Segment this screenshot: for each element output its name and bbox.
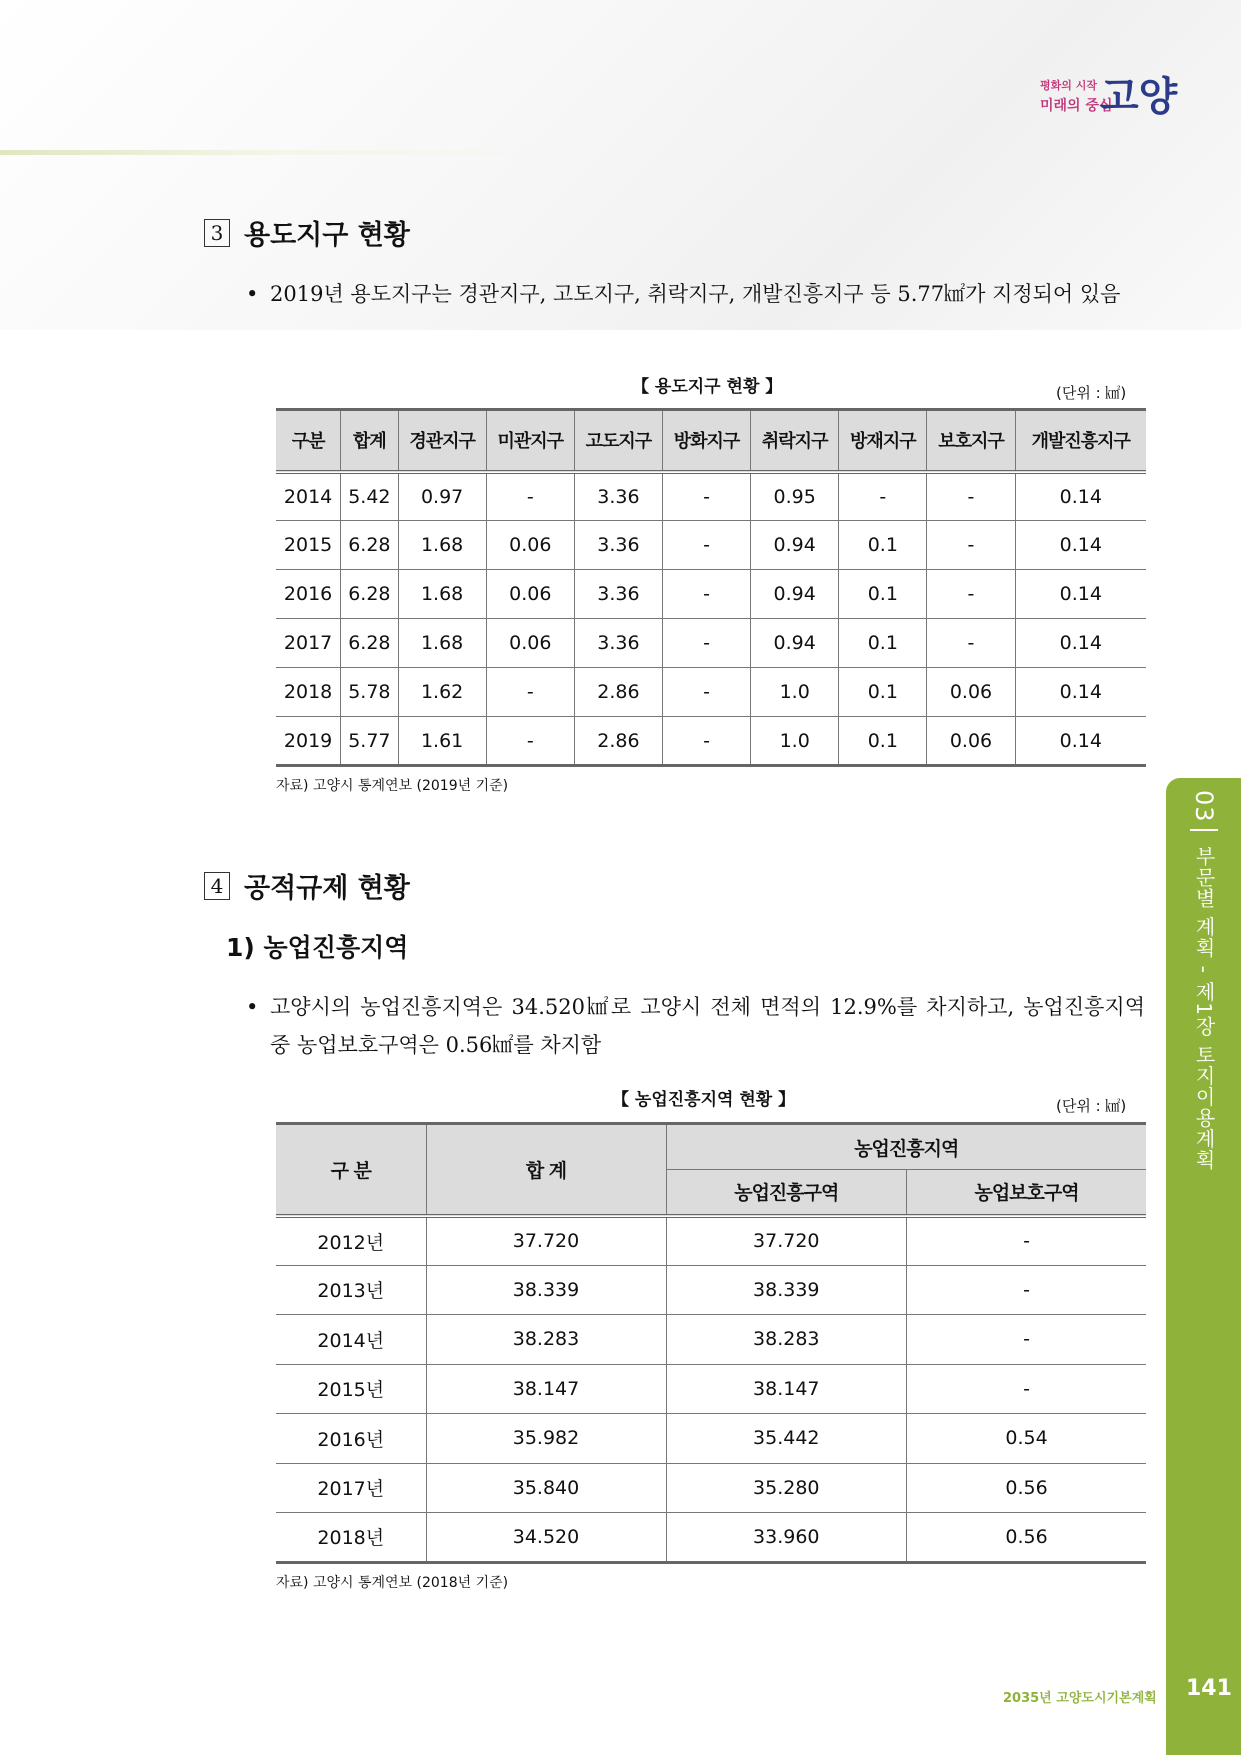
table-cell: 0.06 — [927, 668, 1015, 717]
column-header: 고도지구 — [574, 410, 662, 472]
zoning-district-table — [276, 408, 1146, 767]
table-cell: 1.0 — [751, 717, 839, 766]
logo-name: 고양 — [1100, 74, 1178, 120]
table-cell: 2015년 — [276, 1364, 426, 1414]
table-cell: 2012년 — [276, 1216, 426, 1266]
agricultural-area-table — [276, 1122, 1146, 1564]
table-cell: - — [486, 668, 574, 717]
table-cell: - — [662, 619, 750, 668]
logo-slogan-2: 미래의 중심 — [1040, 98, 1113, 114]
table-cell: 1.0 — [751, 668, 839, 717]
table-cell: 2016년 — [276, 1414, 426, 1464]
table-cell: 0.06 — [486, 570, 574, 619]
chapter-number: 03 — [1190, 790, 1218, 831]
table-cell: 2015 — [276, 521, 341, 570]
table-cell: 0.1 — [839, 619, 927, 668]
table-cell: 0.06 — [927, 717, 1015, 766]
section-title: 용도지구 현황 — [244, 220, 410, 251]
table-cell: - — [927, 570, 1015, 619]
bullet-icon: • — [246, 282, 259, 306]
table-cell: 35.982 — [426, 1414, 666, 1464]
table-row — [276, 1414, 1146, 1464]
header-gubun: 구 분 — [276, 1124, 426, 1216]
table-cell: 2017 — [276, 619, 341, 668]
table-unit: (단위 : ㎢) — [1056, 384, 1127, 402]
table-caption: 【 농업진흥지역 현황 】 — [612, 1090, 796, 1110]
table-row — [276, 1513, 1146, 1563]
table-cell: 34.520 — [426, 1513, 666, 1563]
table-cell: - — [907, 1216, 1146, 1266]
column-header: 보호지구 — [927, 410, 1015, 472]
table-cell: 5.77 — [341, 717, 398, 766]
table-row — [276, 1463, 1146, 1513]
header-total: 합 계 — [426, 1124, 666, 1216]
table-unit: (단위 : ㎢) — [1056, 1097, 1127, 1115]
table-cell: 0.1 — [839, 717, 927, 766]
table-cell: 0.1 — [839, 668, 927, 717]
table-cell: 6.28 — [341, 619, 398, 668]
chapter-label — [1190, 790, 1219, 1170]
bullet-icon: • — [246, 995, 259, 1019]
column-header: 합계 — [341, 410, 398, 472]
table-cell: 2013년 — [276, 1265, 426, 1315]
logo-slogan-1: 평화의 시작 — [1040, 79, 1097, 92]
table-cell: 2.86 — [574, 668, 662, 717]
table-cell: 1.61 — [398, 717, 486, 766]
table-source: 자료) 고양시 통계연보 (2018년 기준) — [276, 1575, 509, 1591]
header-promotion-zone: 농업진흥구역 — [666, 1170, 907, 1216]
table-cell: - — [927, 521, 1015, 570]
table-cell: 0.14 — [1015, 472, 1146, 521]
table-cell: 0.56 — [907, 1463, 1146, 1513]
goyang-logo — [1030, 55, 1180, 130]
table-row — [276, 1315, 1146, 1365]
table-cell: 5.78 — [341, 668, 398, 717]
table-cell: 0.14 — [1015, 570, 1146, 619]
table-row — [276, 717, 1146, 766]
section-number: 3 — [204, 219, 230, 247]
table-cell: 38.339 — [666, 1265, 907, 1315]
table-cell: 3.36 — [574, 521, 662, 570]
table-row — [276, 521, 1146, 570]
column-header: 미관지구 — [486, 410, 574, 472]
table-cell: 37.720 — [426, 1216, 666, 1266]
column-header: 취락지구 — [751, 410, 839, 472]
table-cell: 3.36 — [574, 619, 662, 668]
table-cell: 0.06 — [486, 619, 574, 668]
table-cell: - — [486, 717, 574, 766]
table-cell: 3.36 — [574, 472, 662, 521]
header-line — [0, 150, 560, 155]
table-cell: 2014 — [276, 472, 341, 521]
table-cell: 38.339 — [426, 1265, 666, 1315]
table-cell: 37.720 — [666, 1216, 907, 1266]
table-row — [276, 570, 1146, 619]
table-cell: 35.442 — [666, 1414, 907, 1464]
table-cell: 0.54 — [907, 1414, 1146, 1464]
table-cell: 0.94 — [751, 619, 839, 668]
header-protection-zone: 농업보호구역 — [907, 1170, 1146, 1216]
section-3-text — [246, 275, 1145, 313]
table-cell: 0.95 — [751, 472, 839, 521]
header-group: 농업진흥지역 — [666, 1124, 1146, 1170]
table-row — [276, 1364, 1146, 1414]
column-header: 방재지구 — [839, 410, 927, 472]
chapter-title: 부문별 계획 - 제1장 토지이용계획 — [1192, 845, 1216, 1171]
table-caption: 【 용도지구 현황 】 — [632, 377, 783, 397]
table-cell: 38.283 — [426, 1315, 666, 1365]
table-cell: 0.56 — [907, 1513, 1146, 1563]
column-header: 경관지구 — [398, 410, 486, 472]
table-cell: 0.1 — [839, 570, 927, 619]
section-title: 공적규제 현황 — [244, 873, 410, 904]
table-cell: - — [662, 668, 750, 717]
table-cell: 1.68 — [398, 570, 486, 619]
table-row — [276, 619, 1146, 668]
table-cell: - — [927, 472, 1015, 521]
table-cell: 2.86 — [574, 717, 662, 766]
table-cell: 0.14 — [1015, 668, 1146, 717]
table-cell: 0.06 — [486, 521, 574, 570]
table-cell: 2018 — [276, 668, 341, 717]
table-cell: - — [662, 521, 750, 570]
table-cell: 2019 — [276, 717, 341, 766]
subsection-title: 1) 농업진흥지역 — [226, 933, 409, 962]
table-cell: 5.42 — [341, 472, 398, 521]
table-cell: - — [839, 472, 927, 521]
table-cell: 0.14 — [1015, 521, 1146, 570]
table-cell: 0.14 — [1015, 619, 1146, 668]
table-cell: - — [662, 717, 750, 766]
table-cell: 2014년 — [276, 1315, 426, 1365]
section-number: 4 — [204, 872, 230, 900]
table-cell: 0.1 — [839, 521, 927, 570]
table-cell: 2018년 — [276, 1513, 426, 1563]
table-row — [276, 472, 1146, 521]
table-cell: 2016 — [276, 570, 341, 619]
column-header: 구분 — [276, 410, 341, 472]
table-cell: 0.94 — [751, 521, 839, 570]
table-row — [276, 1265, 1146, 1315]
table-cell: - — [907, 1364, 1146, 1414]
table-row — [276, 668, 1146, 717]
table-cell: 1.68 — [398, 521, 486, 570]
table-cell: 38.147 — [666, 1364, 907, 1414]
table-cell: - — [486, 472, 574, 521]
table-cell: 3.36 — [574, 570, 662, 619]
table-cell: - — [662, 472, 750, 521]
section-4-heading — [204, 866, 410, 905]
paragraph: 고양시의 농업진흥지역은 34.520㎢로 고양시 전체 면적의 12.9%를 차지하고, 농업진흥지역 중 농업보호구역은 0.56㎢를 차지함 — [270, 995, 1145, 1057]
page-number: 141 — [1186, 1676, 1232, 1701]
table-cell: 1.68 — [398, 619, 486, 668]
table-cell: 1.62 — [398, 668, 486, 717]
table-cell: - — [907, 1315, 1146, 1365]
section-4-text — [246, 988, 1145, 1064]
table-cell: - — [907, 1265, 1146, 1315]
table-cell: 2017년 — [276, 1463, 426, 1513]
table-cell: 33.960 — [666, 1513, 907, 1563]
table-row — [276, 1216, 1146, 1266]
table-cell: - — [662, 570, 750, 619]
paragraph: 2019년 용도지구는 경관지구, 고도지구, 취락지구, 개발진흥지구 등 5.77㎢가 지정되어 있음 — [270, 282, 1121, 306]
table-cell: 35.840 — [426, 1463, 666, 1513]
column-header: 개발진흥지구 — [1015, 410, 1146, 472]
table-cell: 38.147 — [426, 1364, 666, 1414]
table-cell: 38.283 — [666, 1315, 907, 1365]
table-cell: 6.28 — [341, 521, 398, 570]
table-cell: 0.14 — [1015, 717, 1146, 766]
table-cell: 35.280 — [666, 1463, 907, 1513]
table-cell: - — [927, 619, 1015, 668]
footer-title: 2035년 고양도시기본계획 — [1003, 1691, 1157, 1706]
column-header: 방화지구 — [662, 410, 750, 472]
section-3-heading — [204, 213, 410, 252]
table-cell: 0.94 — [751, 570, 839, 619]
table-cell: 6.28 — [341, 570, 398, 619]
table-cell: 0.97 — [398, 472, 486, 521]
table-source: 자료) 고양시 통계연보 (2019년 기준) — [276, 778, 509, 794]
